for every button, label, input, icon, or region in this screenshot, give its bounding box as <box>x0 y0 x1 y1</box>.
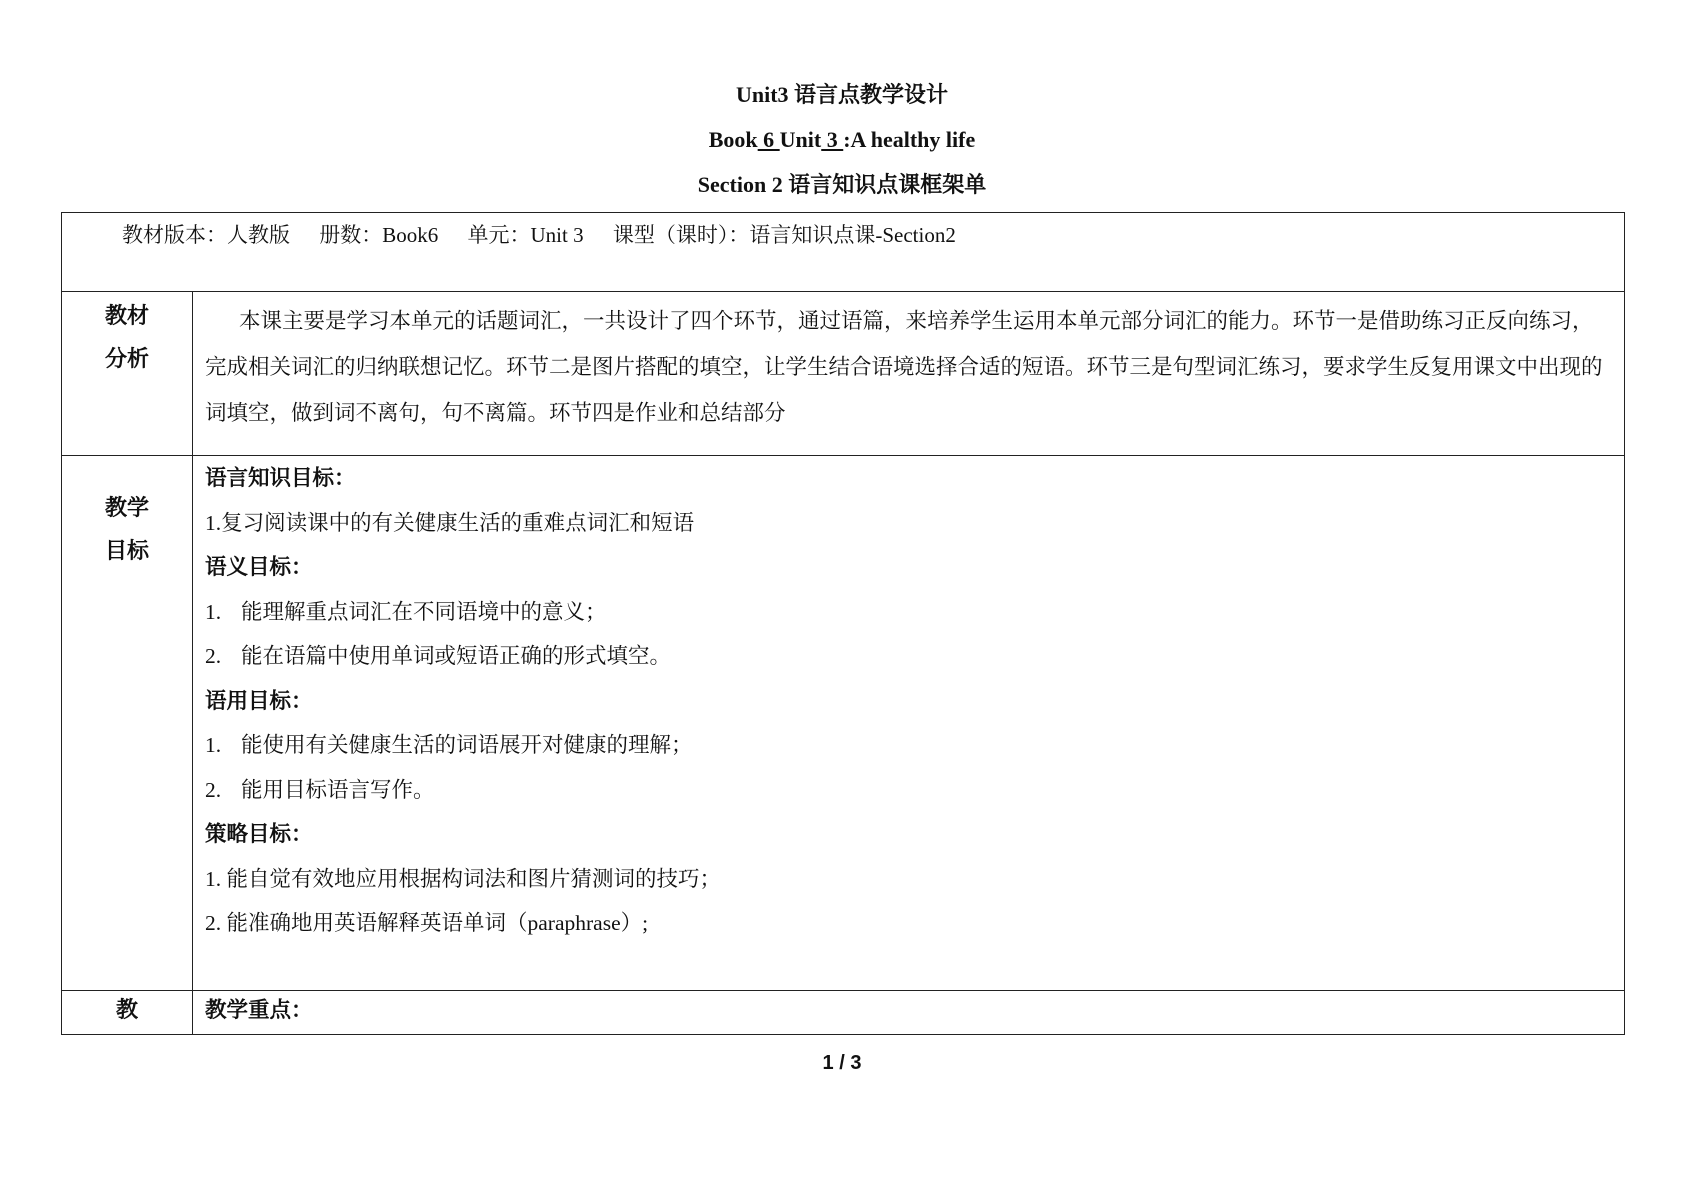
page-number: 1 / 3 <box>822 1052 862 1074</box>
knowledge-goal-heading: 语言知识目标： <box>205 466 356 490</box>
key-points-row <box>62 991 1625 1035</box>
goals-row <box>62 456 1625 991</box>
meaning-goal-heading: 语义目标： <box>205 555 313 579</box>
main-title: Unit3 语言点教学设计 <box>735 82 949 107</box>
volume-field: 册数：Book6 <box>319 223 439 247</box>
analysis-text: 本课主要是学习本单元的话题词汇，一共设计了四个环节，通过语篇，来培养学生运用本单元部分词汇的能力。环节一是借助练习正反向练习，完成相关词汇的归纳联想记忆。环节二是图片搭配的填空，让学生结合语境选择合适的短语。环节三是句型词汇练习，要求学生反复用课文中出现的词填空，做到词不离句，句不离篇。环节四是作业和总结部分 <box>205 309 1603 425</box>
analysis-row <box>62 292 1625 456</box>
unit-field: 单元：Unit 3 <box>467 223 584 247</box>
book-number: 6 <box>757 127 780 152</box>
goals-label-cell <box>62 456 193 991</box>
subtitle-book-unit <box>0 117 1684 162</box>
key-points-label-cell <box>62 991 193 1035</box>
use-goal-item: 2. 能用目标语言写作。 <box>205 777 435 802</box>
goals-label: 教学目标 <box>104 495 149 563</box>
unit-topic: :A healthy life <box>843 127 976 152</box>
lesson-framework-table <box>61 212 1625 1035</box>
unit-label: Unit <box>779 127 822 152</box>
key-points-label: 教 <box>115 997 138 1022</box>
use-goal-heading: 语用目标： <box>205 688 313 713</box>
strategy-goal-item: 1. 能自觉有效地应用根据构词法和图片猜测词的技巧； <box>205 866 722 891</box>
key-points-content-cell <box>193 991 1625 1035</box>
analysis-label-cell <box>62 292 193 456</box>
header-cell <box>62 213 1625 292</box>
lesson-type-field: 课型（课时）：语言知识点课-Section2 <box>612 223 956 247</box>
analysis-label: 教材分析 <box>104 303 149 371</box>
meaning-goal-item: 2. 能在语篇中使用单词或短语正确的形式填空。 <box>205 644 672 668</box>
book-label: Book <box>708 127 758 152</box>
document-titles <box>0 72 1684 207</box>
use-goal-item: 1. 能使用有关健康生活的词语展开对健康的理解； <box>205 733 693 757</box>
strategy-goal-heading: 策略目标： <box>205 822 313 846</box>
analysis-content-cell <box>193 292 1625 456</box>
unit-number: 3 <box>821 127 844 152</box>
edition-field: 教材版本：人教版 <box>122 223 290 247</box>
header-row <box>62 213 1625 292</box>
section-title: Section 2 语言知识点课框架单 <box>697 172 987 197</box>
key-points-heading: 教学重点： <box>205 998 313 1022</box>
goals-content-cell <box>193 456 1625 991</box>
knowledge-goal-item: 1.复习阅读课中的有关健康生活的重难点词汇和短语 <box>205 510 695 535</box>
strategy-goal-item: 2. 能准确地用英语解释英语单词（paraphrase）; <box>205 911 649 935</box>
meaning-goal-item: 1. 能理解重点词汇在不同语境中的意义； <box>205 599 607 624</box>
